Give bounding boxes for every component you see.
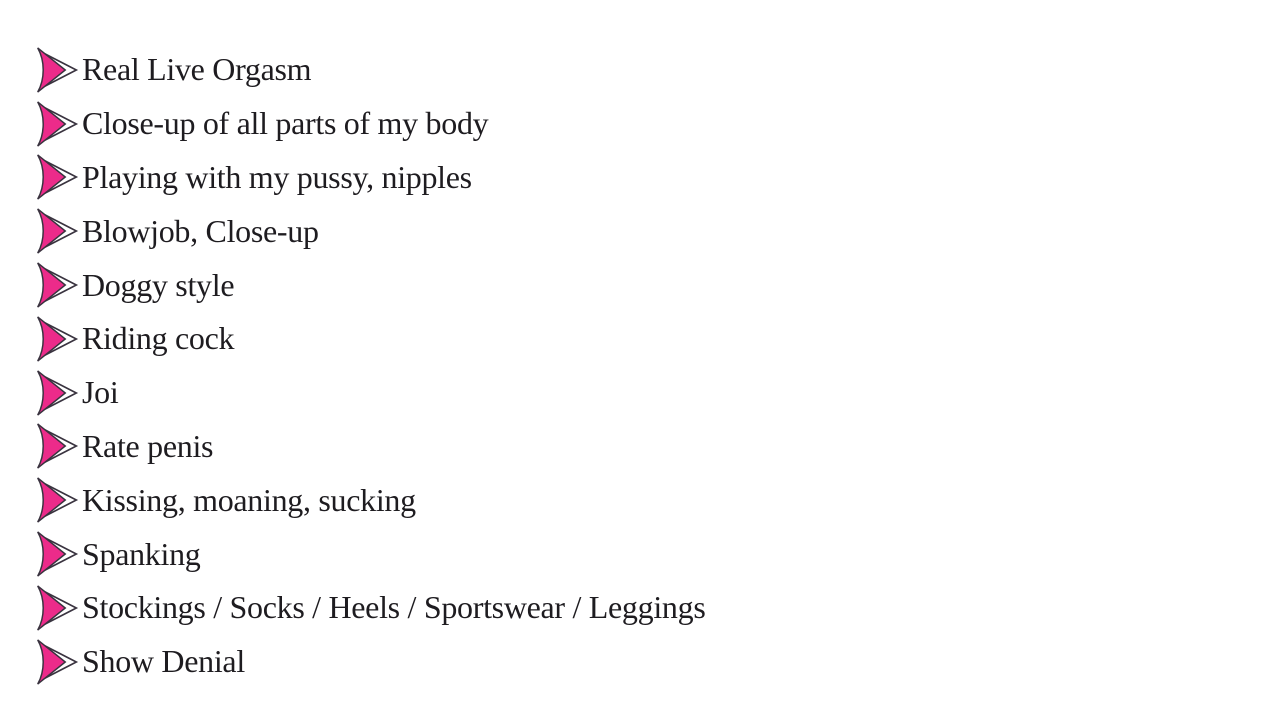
arrow-right-icon xyxy=(34,423,80,469)
arrow-right-icon xyxy=(34,208,80,254)
arrow-right-icon xyxy=(34,154,80,200)
arrow-right-icon xyxy=(34,316,80,362)
list-item xyxy=(34,527,1280,581)
list-item xyxy=(34,258,1280,312)
list-item-label: Show Denial xyxy=(82,643,245,680)
list-item-label: Spanking xyxy=(82,535,201,572)
list-item-label: Kissing, moaning, sucking xyxy=(82,481,416,518)
arrow-right-icon xyxy=(34,370,80,416)
list-item xyxy=(34,151,1280,205)
list-item-label: Blowjob, Close-up xyxy=(82,212,319,249)
arrow-right-icon xyxy=(34,531,80,577)
arrow-right-icon xyxy=(34,47,80,93)
list-item xyxy=(34,420,1280,474)
arrow-right-icon xyxy=(34,585,80,631)
list-item xyxy=(34,366,1280,420)
list-item-label: Playing with my pussy, nipples xyxy=(82,158,472,195)
list-item-label: Doggy style xyxy=(82,266,235,303)
list-item xyxy=(34,312,1280,366)
list-item-label: Rate penis xyxy=(82,427,214,464)
list-item xyxy=(34,43,1280,97)
arrow-right-icon xyxy=(34,639,80,685)
list-item-label: Real Live Orgasm xyxy=(82,51,312,88)
list-item-label: Close-up of all parts of my body xyxy=(82,105,489,142)
list-item-label: Joi xyxy=(82,374,119,411)
list-item xyxy=(34,473,1280,527)
list-item xyxy=(34,581,1280,635)
list-item xyxy=(34,635,1280,689)
arrow-right-icon xyxy=(34,477,80,523)
list-item-label: Stockings / Socks / Heels / Sportswear / Leggings xyxy=(82,589,706,626)
list-item-label: Riding cock xyxy=(82,320,235,357)
arrow-right-icon xyxy=(34,262,80,308)
arrow-right-icon xyxy=(34,101,80,147)
list-item xyxy=(34,97,1280,151)
list-item xyxy=(34,204,1280,258)
